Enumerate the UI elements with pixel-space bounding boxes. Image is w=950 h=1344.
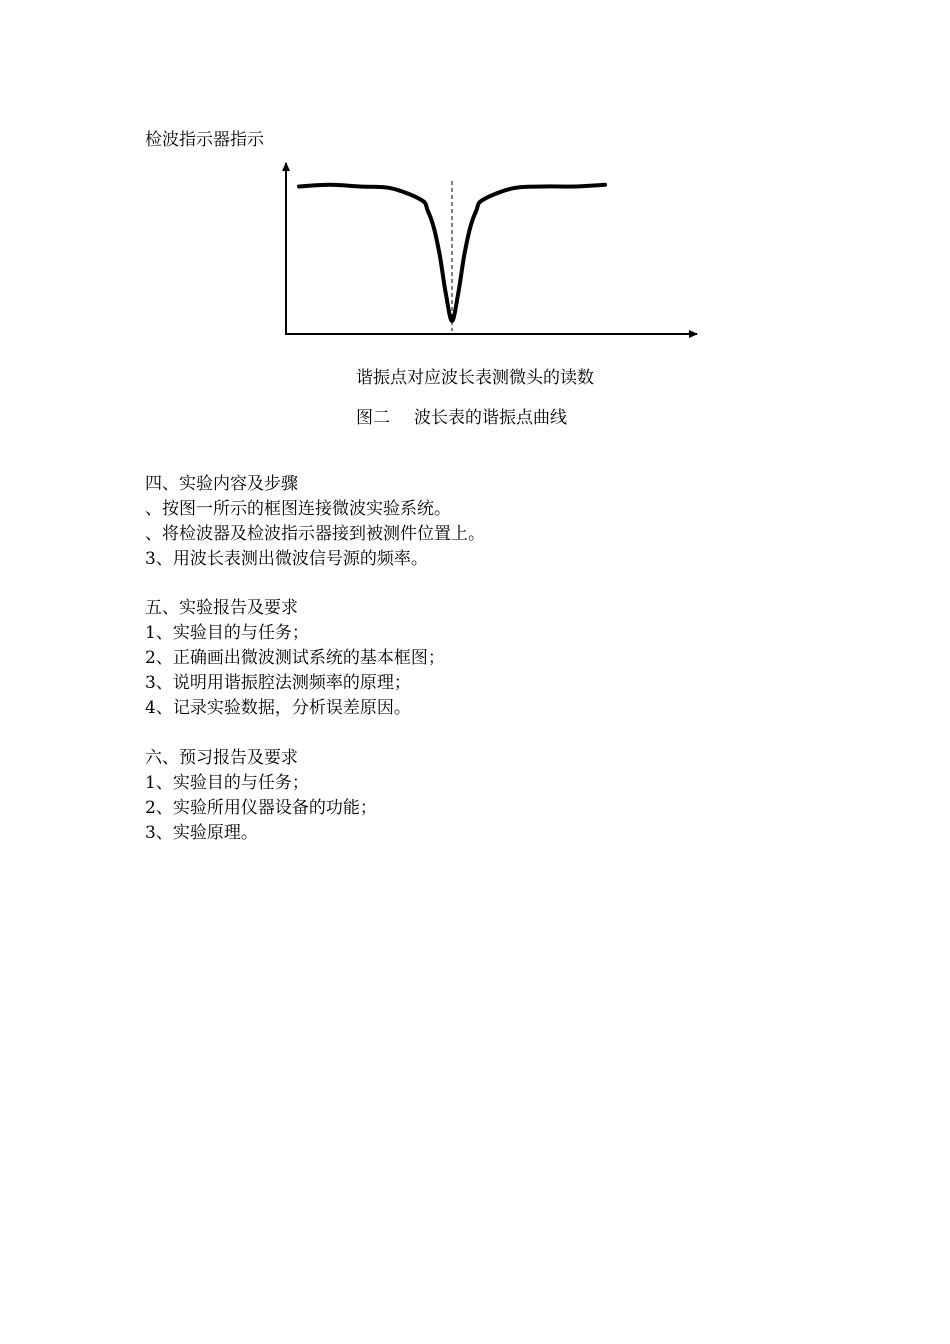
- figure-number: 图二: [356, 408, 390, 428]
- list-item: 、将检波器及检波指示器接到被测件位置上。: [145, 524, 485, 544]
- section-heading: 四、实验内容及步骤: [145, 474, 298, 494]
- section-report-requirements: [145, 596, 445, 721]
- section-preview-requirements: [145, 746, 377, 846]
- chart-y-axis-label: 检波指示器指示: [145, 130, 264, 150]
- chart-x-axis-label: 谐振点对应波长表测微头的读数: [356, 368, 594, 388]
- section-experiment-steps: [145, 472, 485, 572]
- resonance-curve-chart: [265, 155, 705, 345]
- list-item: 3、实验原理。: [145, 823, 258, 843]
- list-item: 1、实验目的与任务；: [145, 773, 309, 793]
- section-heading: 六、预习报告及要求: [145, 748, 298, 768]
- figure-title: 波长表的谐振点曲线: [414, 408, 567, 428]
- list-item: 3、用波长表测出微波信号源的频率。: [145, 549, 428, 569]
- list-item: 4、记录实验数据，分析误差原因。: [145, 698, 411, 718]
- list-item: 2、正确画出微波测试系统的基本框图；: [145, 648, 445, 668]
- list-item: 1、实验目的与任务；: [145, 623, 309, 643]
- section-heading: 五、实验报告及要求: [145, 598, 298, 618]
- list-item: 2、实验所用仪器设备的功能；: [145, 798, 377, 818]
- figure-caption: [356, 408, 567, 428]
- list-item: 、按图一所示的框图连接微波实验系统。: [145, 499, 451, 519]
- list-item: 3、说明用谐振腔法测频率的原理；: [145, 673, 411, 693]
